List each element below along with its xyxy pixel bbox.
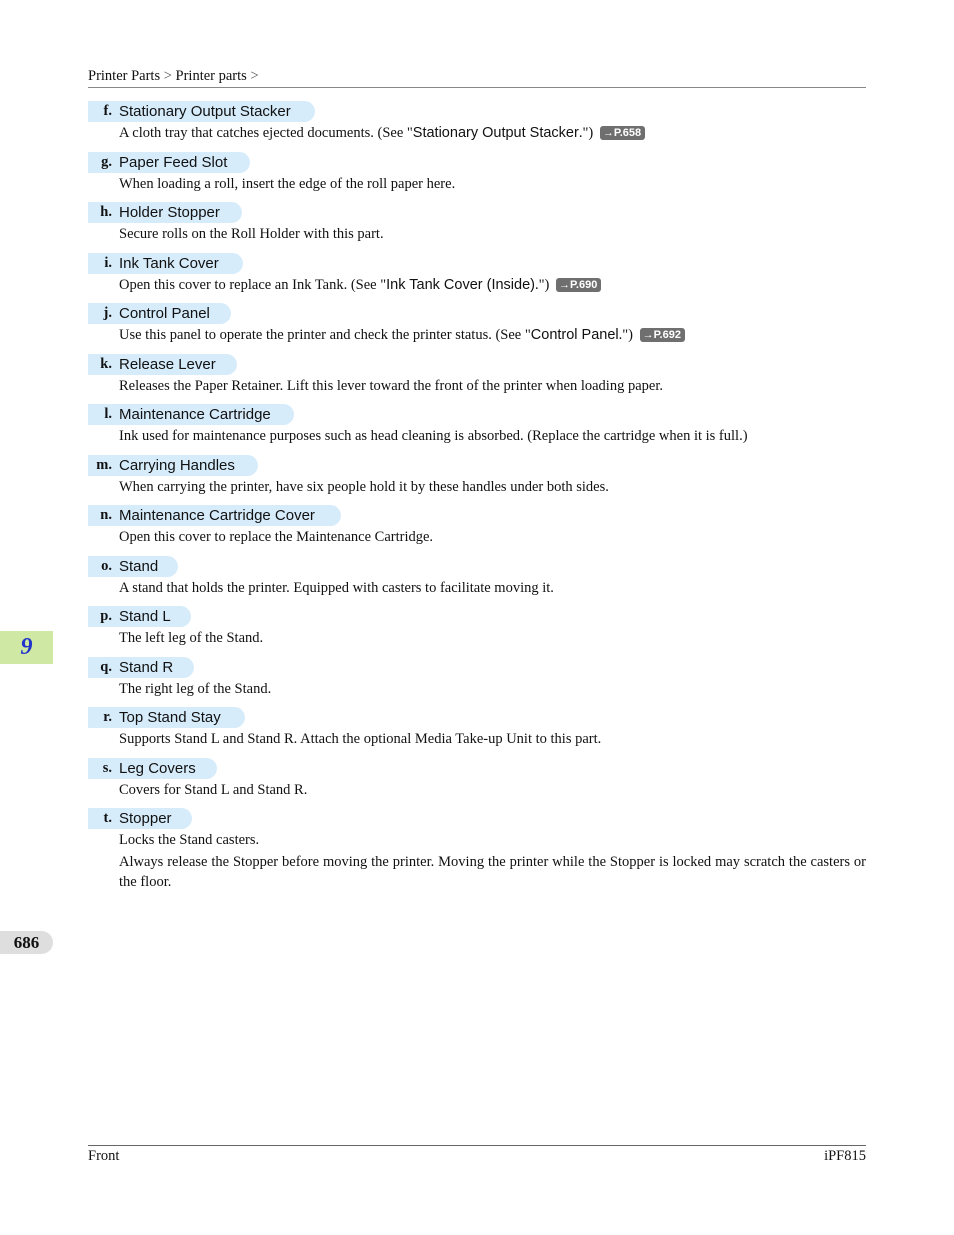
page-reference-button[interactable]: →P.692: [640, 328, 685, 342]
item-title: Stand: [119, 557, 159, 575]
breadcrumb-link-printer-parts[interactable]: Printer Parts: [88, 68, 161, 84]
cross-reference-link[interactable]: Control Panel: [530, 327, 619, 343]
item-title: Stand R: [119, 658, 174, 676]
item-title: Maintenance Cartridge: [119, 406, 271, 423]
item-letter: g.: [101, 153, 112, 170]
item-heading: [88, 303, 231, 324]
description-text: Use this panel to operate the printer and check the printer status. (See ": [119, 327, 531, 343]
item-description: [119, 124, 866, 143]
item-description: Supports Stand L and Stand R. Attach the optional Media Take-up Unit to this part.: [119, 731, 602, 747]
item-title: Stopper: [119, 810, 172, 827]
item-heading: [88, 202, 242, 223]
breadcrumb: [88, 66, 866, 88]
list-item: [88, 455, 866, 506]
footer-section: Front: [88, 1148, 120, 1164]
item-letter: j.: [103, 305, 112, 321]
item-title: Carrying Handles: [119, 456, 235, 474]
item-title: Stand L: [119, 608, 171, 625]
item-description: [119, 326, 866, 345]
item-letter: n.: [100, 507, 112, 523]
list-item: [88, 152, 866, 203]
item-description: Secure rolls on the Roll Holder with this part.: [119, 226, 384, 242]
item-letter: i.: [104, 254, 112, 271]
item-description: Locks the Stand casters.: [119, 832, 260, 848]
item-title: Maintenance Cartridge Cover: [119, 507, 315, 524]
item-heading: [88, 455, 258, 476]
list-item: [88, 253, 866, 304]
item-title: Leg Covers: [119, 759, 196, 777]
item-title: Holder Stopper: [119, 204, 220, 221]
item-title: Top Stand Stay: [119, 709, 221, 726]
item-heading: [88, 556, 178, 577]
description-text: A cloth tray that catches ejected documents. (See ": [119, 125, 413, 141]
description-text: ."): [578, 125, 594, 141]
list-item: [88, 101, 866, 152]
item-letter: h.: [100, 204, 112, 220]
item-title: Release Lever: [119, 355, 216, 373]
item-heading: [88, 707, 245, 728]
breadcrumb-link-printer-parts-sub[interactable]: Printer parts: [175, 68, 247, 84]
parts-list: [88, 101, 866, 890]
item-description: A stand that holds the printer. Equipped with casters to facilitate moving it.: [119, 579, 554, 596]
item-letter: f.: [103, 103, 112, 119]
item-letter: p.: [100, 608, 112, 624]
list-item: [88, 202, 866, 253]
item-heading: [88, 101, 315, 122]
item-letter: s.: [102, 759, 112, 776]
item-description: When carrying the printer, have six people hold it by these handles under both sides.: [119, 478, 609, 495]
item-description: Ink used for maintenance purposes such as head cleaning is absorbed. (Replace the cartridge when it is full.): [119, 428, 748, 444]
item-letter: l.: [104, 406, 112, 422]
stopper-note: Always release the Stopper before moving the printer. Moving the printer while the Stopper is locked may scratch the casters or the floor.: [119, 854, 866, 890]
item-description: When loading a roll, insert the edge of the roll paper here.: [119, 175, 456, 192]
item-heading: [88, 808, 192, 829]
page-reference-button[interactable]: →P.690: [556, 278, 601, 292]
item-heading: [88, 505, 341, 526]
list-item: [88, 606, 866, 657]
item-title: Control Panel: [119, 305, 210, 322]
item-description: The right leg of the Stand.: [119, 680, 272, 697]
item-letter: r.: [103, 709, 112, 725]
page-number: 686: [0, 931, 53, 954]
item-description: Open this cover to replace the Maintenance Cartridge.: [119, 529, 434, 545]
item-heading: [88, 404, 294, 425]
item-title: Paper Feed Slot: [119, 153, 228, 171]
item-description: The left leg of the Stand.: [119, 630, 264, 646]
list-item: [88, 707, 866, 758]
description-text: Open this cover to replace an Ink Tank. (See ": [119, 276, 387, 293]
cross-reference-link[interactable]: Stationary Output Stacker: [412, 125, 579, 141]
list-item: [88, 657, 866, 708]
list-item: [88, 354, 866, 405]
chapter-tab[interactable]: [0, 631, 53, 664]
item-heading: [88, 657, 194, 678]
footer-model: iPF815: [824, 1148, 866, 1164]
page-footer: [88, 1145, 866, 1165]
item-heading: [88, 354, 237, 375]
item-letter: t.: [103, 810, 112, 826]
page-reference-button[interactable]: →P.658: [600, 126, 645, 140]
item-heading: [88, 152, 250, 173]
list-item: [88, 758, 866, 809]
item-letter: m.: [96, 456, 112, 473]
item-title: Ink Tank Cover: [119, 254, 219, 272]
list-item: [88, 404, 866, 455]
breadcrumb-separator: >: [163, 68, 172, 84]
item-description: [119, 276, 866, 295]
list-item: [88, 808, 866, 859]
item-letter: o.: [101, 557, 112, 574]
chapter-number: 9: [20, 634, 33, 660]
item-heading: [88, 606, 191, 627]
list-item: [88, 556, 866, 607]
item-heading: [88, 758, 217, 779]
item-description: Releases the Paper Retainer. Lift this lever toward the front of the printer when loading paper.: [119, 377, 663, 394]
list-item: [88, 303, 866, 354]
item-heading: [88, 253, 243, 274]
item-description: Covers for Stand L and Stand R.: [119, 781, 308, 798]
list-item: [88, 505, 866, 556]
description-text: ."): [618, 327, 634, 343]
breadcrumb-separator: >: [250, 68, 259, 84]
cross-reference-link[interactable]: Ink Tank Cover (Inside): [386, 276, 535, 293]
item-letter: q.: [100, 658, 112, 675]
item-title: Stationary Output Stacker: [119, 103, 291, 120]
item-letter: k.: [100, 355, 112, 372]
description-text: ."): [534, 276, 550, 293]
